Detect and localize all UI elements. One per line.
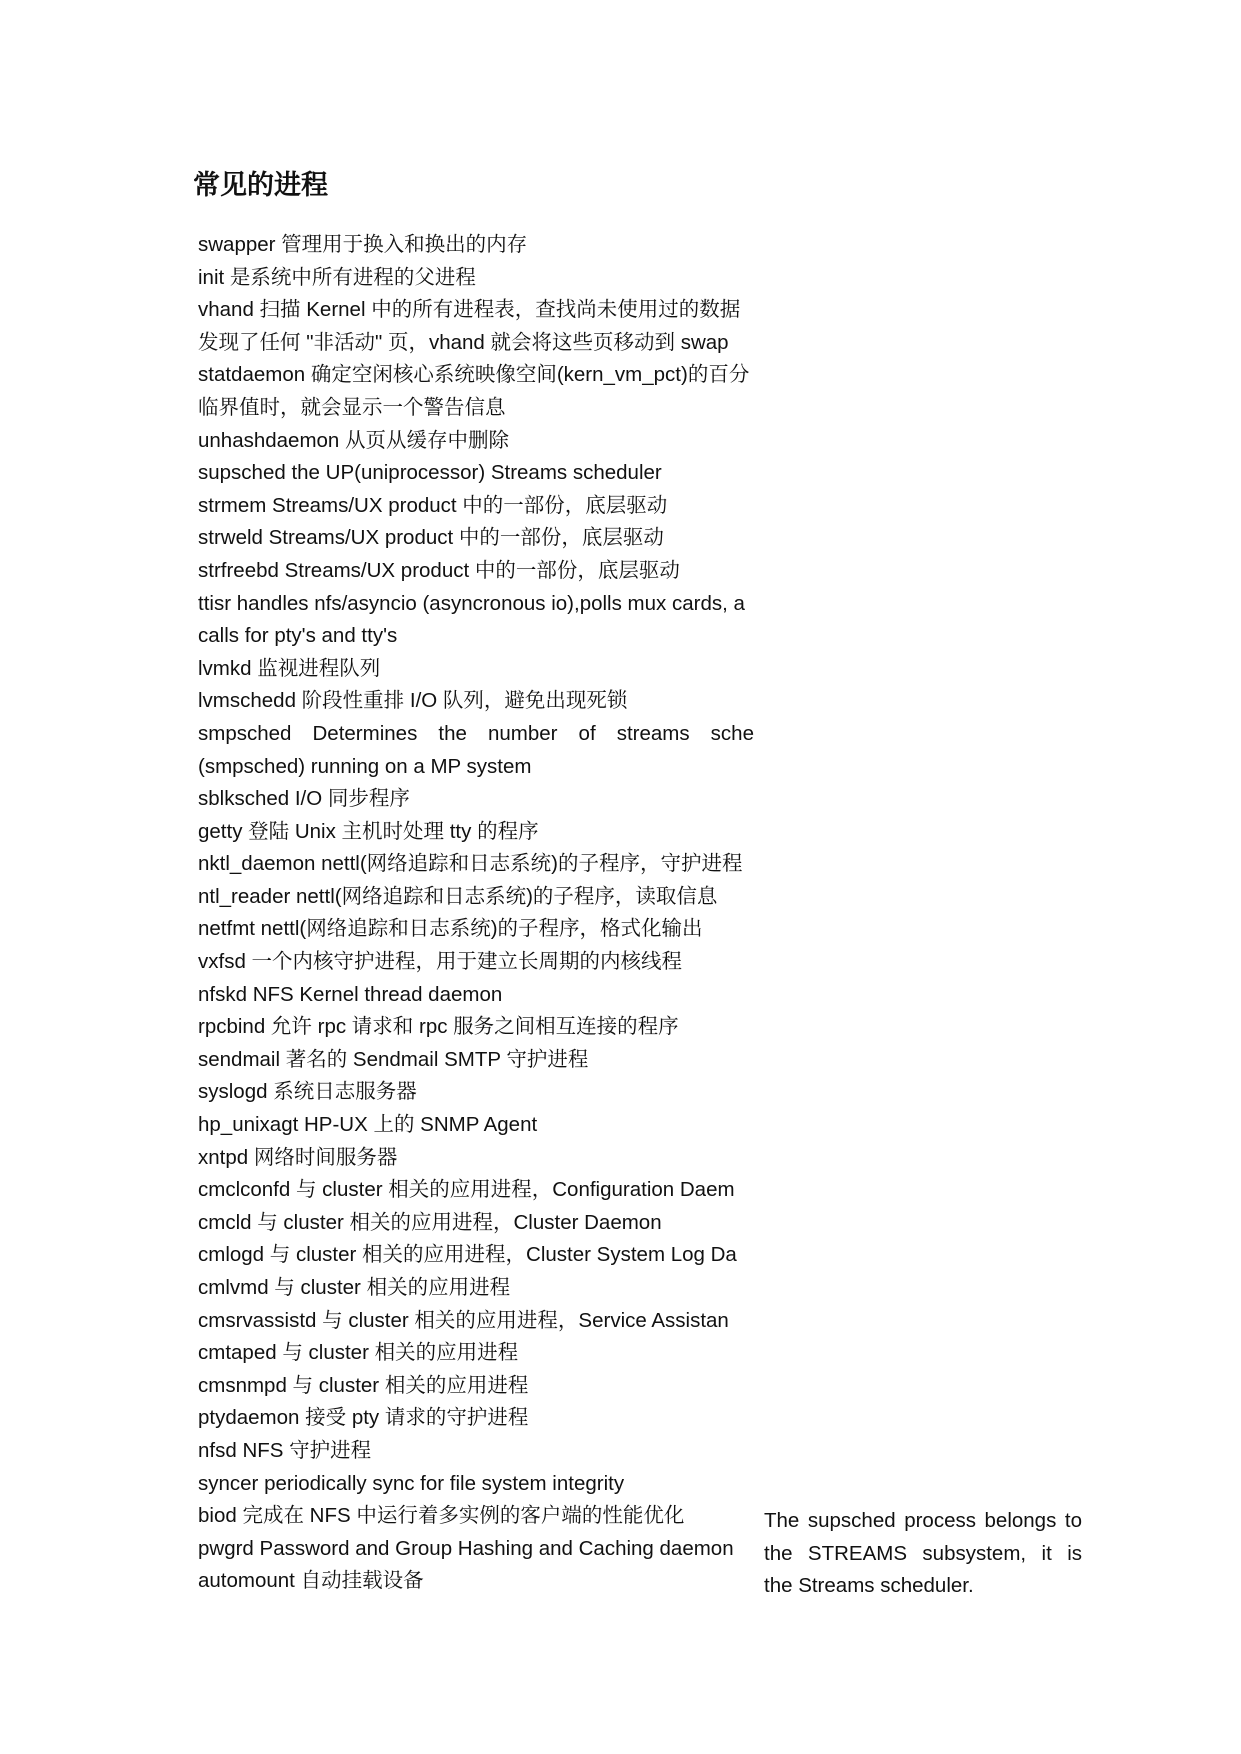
process-line-ttisr-cont: calls for pty's and tty's [198,624,398,648]
process-line-cmtaped: cmtaped 与 cluster 相关的应用进程 [198,1341,519,1365]
process-line-strfreebd: strfreebd Streams/UX product 中的一部份，底层驱动 [198,558,680,582]
side-note [764,1505,1082,1603]
process-line-nfsd: nfsd NFS 守护进程 [198,1438,372,1462]
process-line-statdaemon-cont: 临界值时，就会显示一个警告信息 [198,395,506,419]
process-line-hp-unixagt: hp_unixagt HP-UX 上的 SNMP Agent [198,1113,538,1137]
process-line-sblksched: sblksched I/O 同步程序 [198,787,410,811]
process-line-syncer: syncer periodically sync for file system integrity [198,1471,625,1495]
process-line-pwgrd: pwgrd Password and Group Hashing and Caching daemon [198,1536,734,1560]
process-list [198,229,754,1619]
process-line-supsched: supsched the UP(uniprocessor) Streams scheduler [198,461,662,485]
process-line-automount: automount 自动挂载设备 [198,1569,424,1593]
process-line-nktl-daemon: nktl_daemon nettl(网络追踪和日志系统)的子程序，守护进程 [198,852,743,876]
side-note-line: The supsched process belongs to [764,1509,1082,1532]
process-line-syslogd: syslogd 系统日志服务器 [198,1080,417,1104]
process-line-biod: biod 完成在 NFS 中运行着多实例的客户端的性能优化 [198,1504,685,1528]
process-line-smpsched-cont: (smpsched) running on a MP system [198,754,532,778]
process-line-swapper: swapper 管理用于换入和换出的内存 [198,233,528,256]
process-line-unhashdaemon: unhashdaemon 从页从缓存中删除 [198,428,510,452]
process-line-getty: getty 登陆 Unix 主机时处理 tty 的程序 [198,819,539,843]
process-line-sendmail: sendmail 著名的 Sendmail SMTP 守护进程 [198,1047,589,1071]
process-line-cmlvmd: cmlvmd 与 cluster 相关的应用进程 [198,1276,511,1299]
side-note-line: the Streams scheduler. [764,1574,974,1598]
process-line-rpcbind: rpcbind 允许 rpc 请求和 rpc 服务之间相互连接的程序 [198,1015,679,1039]
side-note-line: the STREAMS subsystem, it is [764,1541,1082,1565]
process-line-strweld: strweld Streams/UX product 中的一部份，底层驱动 [198,526,664,550]
process-line-nfskd: nfskd NFS Kernel thread daemon [198,982,503,1006]
process-line-strmem: strmem Streams/UX product 中的一部份，底层驱动 [198,493,668,517]
process-line-vhand: vhand 扫描 Kernel 中的所有进程表，查找尚未使用过的数据 [198,298,741,322]
process-line-cmsnmpd: cmsnmpd 与 cluster 相关的应用进程 [198,1373,529,1397]
process-line-vxfsd: vxfsd 一个内核守护进程，用于建立长周期的内核线程 [198,950,683,974]
process-line-ttisr: ttisr handles nfs/asyncio (asyncronous io),polls mux cards, a [198,591,745,615]
process-line-cmcld: cmcld 与 cluster 相关的应用进程，Cluster Daemon [198,1210,662,1234]
process-line-vhand-cont: 发现了任何 "非活动" 页，vhand 就会将这些页移动到 swap [198,330,729,354]
process-line-ntl-reader: ntl_reader nettl(网络追踪和日志系统)的子程序，读取信息 [198,884,718,908]
process-line-cmlogd: cmlogd 与 cluster 相关的应用进程，Cluster System Log Da [198,1243,737,1267]
process-line-lvmkd: lvmkd 监视进程队列 [198,656,381,680]
process-line-cmclconfd: cmclconfd 与 cluster 相关的应用进程，Configuration Daem [198,1178,735,1202]
process-line-cmsrvassistd: cmsrvassistd 与 cluster 相关的应用进程，Service Assistan [198,1308,729,1332]
process-line-ptydaemon: ptydaemon 接受 pty 请求的守护进程 [198,1406,529,1430]
page-title: 常见的进程 [193,170,328,201]
process-line-init: init 是系统中所有进程的父进程 [198,265,476,289]
process-line-smpsched: smpsched Determines the number of streams sche [198,721,754,745]
process-line-xntpd: xntpd 网络时间服务器 [198,1145,398,1169]
process-line-lvmschedd: lvmschedd 阶段性重排 I/O 队列，避免出现死锁 [198,689,628,713]
process-line-statdaemon: statdaemon 确定空闲核心系统映像空间(kern_vm_pct)的百分 [198,363,750,387]
process-line-netfmt: netfmt nettl(网络追踪和日志系统)的子程序，格式化输出 [198,917,703,941]
